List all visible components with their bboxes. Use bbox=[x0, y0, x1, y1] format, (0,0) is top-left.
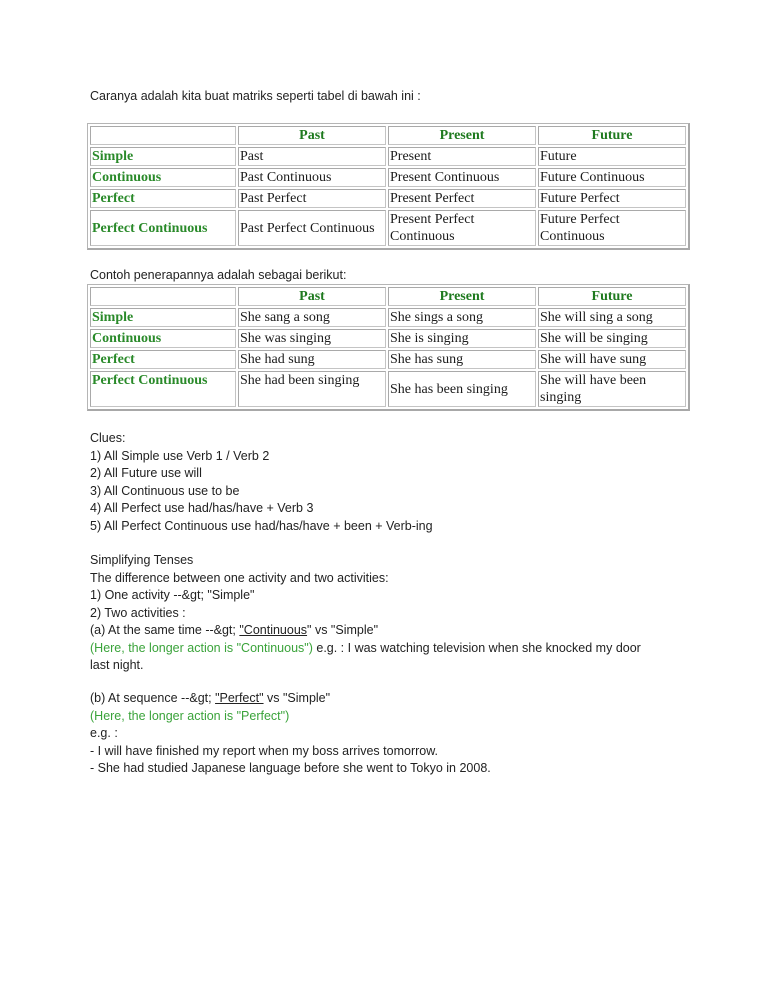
table-cell: She will have sung bbox=[538, 350, 686, 369]
table-cell: Past Continuous bbox=[238, 168, 386, 187]
clues-title: Clues: bbox=[90, 431, 126, 445]
column-header-present: Present bbox=[388, 287, 536, 306]
column-header-present: Present bbox=[388, 126, 536, 145]
example-item: - I will have finished my report when my boss arrives tomorrow. bbox=[90, 743, 439, 758]
row-header-perfect-continuous: Perfect Continuous bbox=[90, 371, 236, 407]
clue-item: 2) All Future use will bbox=[90, 466, 202, 480]
perfect-underlined: "Perfect" bbox=[215, 691, 264, 705]
table-row bbox=[90, 308, 686, 327]
row-header-perfect: Perfect bbox=[90, 350, 236, 369]
sequence-section bbox=[90, 690, 491, 778]
example-item: - She had studied Japanese language before she went to Tokyo in 2008. bbox=[90, 761, 491, 775]
tense-matrix-table bbox=[87, 123, 690, 250]
sequence-prefix: (b) At sequence --&gt; bbox=[90, 691, 216, 705]
table-cell: She is singing bbox=[388, 329, 536, 348]
row-header-perfect-continuous: Perfect Continuous bbox=[90, 210, 236, 246]
table-cell: She will be singing bbox=[538, 329, 686, 348]
table-cell: She will sing a song bbox=[538, 308, 686, 327]
table-cell: She will have been singing bbox=[538, 371, 686, 407]
section-subtitle: The difference between one activity and two activities: bbox=[90, 570, 389, 585]
table-cell: She had sung bbox=[238, 350, 386, 369]
table-cell: Past Perfect Continuous bbox=[238, 210, 386, 246]
row-header-simple: Simple bbox=[90, 308, 236, 327]
table-header-row bbox=[90, 287, 686, 306]
table-cell: She had been singing bbox=[238, 371, 386, 407]
sequence-line bbox=[90, 690, 491, 708]
clue-item: 5) All Perfect Continuous use had/has/have + been + Verb-ing bbox=[90, 518, 433, 533]
table-cell: Future Continuous bbox=[538, 168, 686, 187]
perfect-note: (Here, the longer action is "Perfect") bbox=[90, 708, 290, 723]
tense-example-table bbox=[87, 284, 690, 411]
table-row bbox=[90, 350, 686, 369]
table-row bbox=[90, 189, 686, 208]
table-cell: Present Perfect bbox=[388, 189, 536, 208]
table-cell: She sang a song bbox=[238, 308, 386, 327]
table-cell: Future Perfect Continuous bbox=[538, 210, 686, 246]
same-time-prefix: (a) At the same time --&gt; bbox=[90, 623, 240, 637]
table-row bbox=[90, 210, 686, 246]
row-header-continuous: Continuous bbox=[90, 168, 236, 187]
clue-item: 1) All Simple use Verb 1 / Verb 2 bbox=[90, 448, 270, 463]
continuous-example-cont: last night. bbox=[90, 658, 144, 672]
clue-item: 3) All Continuous use to be bbox=[90, 483, 240, 498]
continuous-example: e.g. : I was watching television when she knocked my door bbox=[312, 640, 641, 655]
column-header-future: Future bbox=[538, 126, 686, 145]
column-header-past: Past bbox=[238, 287, 386, 306]
sequence-suffix: vs "Simple" bbox=[263, 691, 331, 705]
clue-item: 4) All Perfect use had/has/have + Verb 3 bbox=[90, 501, 314, 515]
row-header-simple: Simple bbox=[90, 147, 236, 166]
table-row bbox=[90, 168, 686, 187]
clues-section bbox=[90, 430, 433, 535]
example-intro-paragraph: Contoh penerapannya adalah sebagai berikut: bbox=[90, 268, 347, 282]
table-row bbox=[90, 371, 686, 407]
table-cell: Present Continuous bbox=[388, 168, 536, 187]
table-cell: She has sung bbox=[388, 350, 536, 369]
corner-cell bbox=[90, 126, 236, 145]
section-title: Simplifying Tenses bbox=[90, 553, 194, 567]
row-header-continuous: Continuous bbox=[90, 329, 236, 348]
same-time-suffix: " vs "Simple" bbox=[307, 623, 379, 637]
same-time-note-line bbox=[90, 640, 641, 658]
table-cell: Future bbox=[538, 147, 686, 166]
table-cell: She was singing bbox=[238, 329, 386, 348]
table-row bbox=[90, 329, 686, 348]
corner-cell bbox=[90, 287, 236, 306]
table-cell: Future Perfect bbox=[538, 189, 686, 208]
one-activity-line: 1) One activity --&gt; "Simple" bbox=[90, 588, 255, 602]
simplifying-tenses-section bbox=[90, 552, 641, 675]
table-cell: She sings a song bbox=[388, 308, 536, 327]
table-cell: Past bbox=[238, 147, 386, 166]
table-cell: Present Perfect Continuous bbox=[388, 210, 536, 246]
table-cell: She has been singing bbox=[388, 371, 536, 407]
continuous-underlined: "Continuous bbox=[239, 623, 308, 637]
two-activities-line: 2) Two activities : bbox=[90, 605, 186, 620]
same-time-line bbox=[90, 622, 641, 640]
table-cell: Present bbox=[388, 147, 536, 166]
table-row bbox=[90, 147, 686, 166]
column-header-past: Past bbox=[238, 126, 386, 145]
row-header-perfect: Perfect bbox=[90, 189, 236, 208]
table-cell: Past Perfect bbox=[238, 189, 386, 208]
table-header-row bbox=[90, 126, 686, 145]
continuous-note: (Here, the longer action is "Continuous") bbox=[90, 640, 313, 655]
column-header-future: Future bbox=[538, 287, 686, 306]
intro-paragraph: Caranya adalah kita buat matriks seperti tabel di bawah ini : bbox=[90, 89, 421, 103]
eg-label: e.g. : bbox=[90, 726, 118, 740]
